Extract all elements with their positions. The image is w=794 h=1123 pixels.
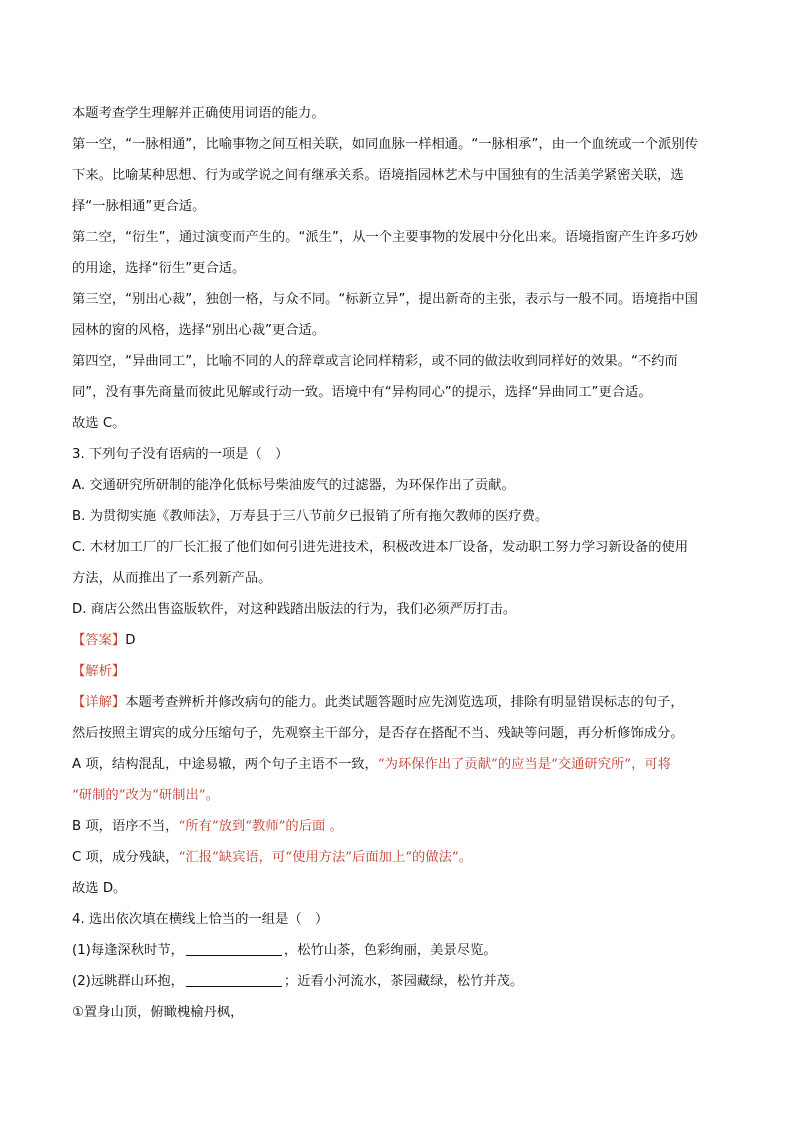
sentence-2-prefix: (2)远眺群山环抱， <box>72 974 184 989</box>
detail-text: 本题考查辨析并修改病句的能力。此类试题答题时应先浏览选项，排除有明显错误标志的句子， <box>125 695 684 710</box>
text-line: 的用途，选择“衍生”更合适。 <box>72 261 246 276</box>
explain-a <box>72 749 724 780</box>
conclusion: 故选 D。 <box>72 881 127 896</box>
detail-line-continued: 然后按照主谓宾的成分压缩句子，先观察主干部分，是否存在搭配不当、残缺等问题，再分析修饰成分。 <box>72 726 684 741</box>
sentence-1-suffix: ，松竹山茶，色彩绚丽，美景尽览。 <box>283 943 497 958</box>
question-3-stem: 3. 下列句子没有语病的一项是（ ） <box>72 447 289 462</box>
answer-tag: 【答案】 <box>72 633 126 648</box>
question-4-stem: 4. 选出依次填在横线上恰当的一组是（ ） <box>72 912 329 927</box>
option-c: C. 木材加工厂的厂长汇报了他们如何引进先进技术，积极改进本厂设备，发动职工努力学习新设备的使用 <box>72 540 689 555</box>
text-line: 本题考查学生理解并正确使用词语的能力。 <box>72 106 325 121</box>
text-line: 第二空，“衍生”，通过演变而产生的。“派生”，从一个主要事物的发展中分化出来。语境指窗产生许多巧妙 <box>72 230 698 245</box>
fill-blank-2 <box>186 972 282 987</box>
text-line: 第一空，“一脉相通”，比喻事物之间互相关联，如同血脉一样相通。“一脉相承”，由一个血统或一个派别传 <box>72 137 698 152</box>
option-c-continued: 方法，从而推出了一系列新产品。 <box>72 571 272 586</box>
text-line: 第三空，“别出心裁”，独创一格，与众不同。“标新立异”，提出新奇的主张，表示与一般不同。语境指中国 <box>72 292 698 307</box>
explain-c <box>72 842 724 873</box>
option-a: A. 交通研究所研制的能净化低标号柴油废气的过滤器，为环保作出了贡献。 <box>72 478 515 493</box>
text-line: 同”，没有事先商量而彼此见解或行动一致。语境中有“异构同心”的提示，选择“异曲同工”更合适。 <box>72 385 652 400</box>
text-line: 下来。比喻某种思想、行为或学说之间有继承关系。语境指园林艺术与中国独有的生活美学紧密关联，选 <box>72 168 684 183</box>
detail-line <box>72 687 724 718</box>
explain-c-fix: “汇报”缺宾语，可“使用方法”后面加上“的做法”。 <box>178 850 473 865</box>
option-b: B. 为贯彻实施《教师法》，万寿县于三八节前夕已报销了所有拖欠教师的医疗费。 <box>72 509 549 524</box>
analysis-tag: 【解析】 <box>72 664 126 679</box>
question-4-sentence-2 <box>72 966 724 997</box>
question-4-sentence-1 <box>72 935 724 966</box>
sentence-1-prefix: (1)每逢深秋时节， <box>72 943 184 958</box>
explain-b-prefix: B 项，语序不当， <box>72 819 179 834</box>
explain-a-fix: “为环保作出了贡献”的应当是“交通研究所”，可将 <box>377 757 671 772</box>
explain-b <box>72 811 724 842</box>
explain-b-fix: “所有”放到“教师”的后面 。 <box>178 819 343 834</box>
document-page <box>72 98 724 1028</box>
explain-a-fix-continued: “研制的”改为“研制出”。 <box>72 788 219 803</box>
explain-c-prefix: C 项，成分残缺， <box>72 850 179 865</box>
text-line: 择“一脉相通”更合适。 <box>72 199 206 214</box>
explain-a-prefix: A 项，结构混乱，中途易辙，两个句子主语不一致， <box>72 757 378 772</box>
sentence-2-suffix: ；近看小河流水，茶园藏绿，松竹并茂。 <box>283 974 524 989</box>
answer-value: D <box>125 633 136 648</box>
answer-line <box>72 625 724 656</box>
option-d: D. 商店公然出售盗版软件，对这种践踏出版法的行为，我们必须严厉打击。 <box>72 602 517 617</box>
text-line: 第四空，“异曲同工”，比喻不同的人的辞章或言论同样精彩，或不同的做法收到同样好的效果。“不约而 <box>72 354 678 369</box>
fill-blank-1 <box>186 941 282 956</box>
text-line: 园林的窗的风格，选择“别出心裁”更合适。 <box>72 323 326 338</box>
question-4-option-1: ①置身山顶，俯瞰槐榆丹枫， <box>72 1005 244 1020</box>
analysis-line <box>72 656 724 687</box>
explain-a-continued <box>72 780 724 811</box>
text-line: 故选 C。 <box>72 416 126 431</box>
detail-tag: 【详解】 <box>72 695 126 710</box>
